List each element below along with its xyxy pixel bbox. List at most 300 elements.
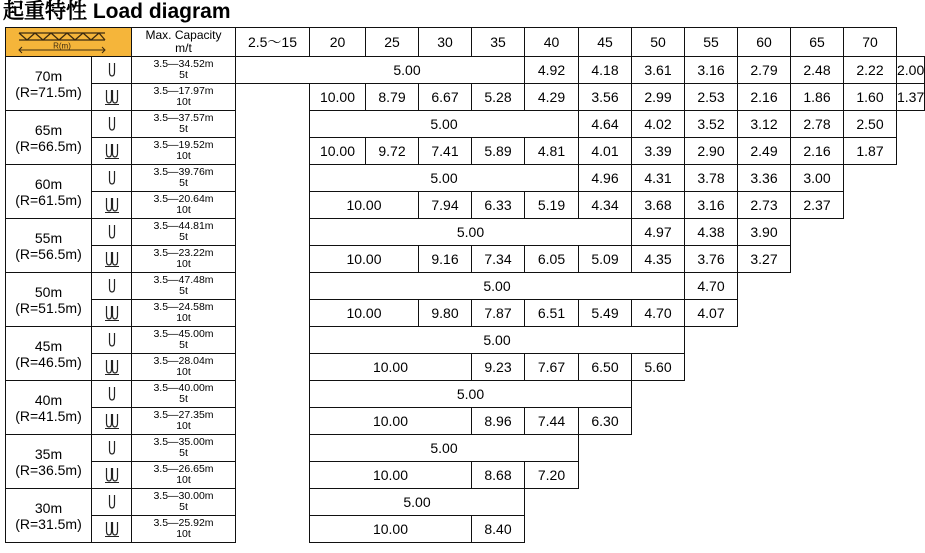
load-cell xyxy=(790,191,844,219)
load-value: 3.61 xyxy=(644,62,672,78)
load-cell xyxy=(309,488,525,516)
capacity-range-cell xyxy=(131,272,236,300)
max-load: 10t xyxy=(176,366,191,378)
load-cell xyxy=(524,461,579,489)
single-hook-cell xyxy=(91,164,132,192)
jib-length-cell xyxy=(5,110,92,165)
jib-reach: (R=61.5m) xyxy=(15,191,82,208)
logo-radius-label: R(m) xyxy=(52,41,71,51)
load-value: 7.87 xyxy=(484,305,512,321)
load-value: 3.76 xyxy=(697,251,725,267)
load-cell xyxy=(471,299,525,327)
load-cell xyxy=(737,245,791,273)
load-cell xyxy=(309,272,685,300)
load-value: 4.02 xyxy=(644,116,672,132)
load-value: 2.50 xyxy=(856,116,884,132)
load-cell xyxy=(631,191,685,219)
load-cell xyxy=(631,56,685,84)
load-value: 7.41 xyxy=(431,143,459,159)
load-cell xyxy=(418,245,472,273)
capacity-range-cell xyxy=(131,299,236,327)
max-load: 5t xyxy=(179,177,188,189)
double-hook-icon xyxy=(102,304,122,322)
capacity-range-cell xyxy=(131,380,236,408)
radius-value: 35 xyxy=(490,34,506,50)
load-value: 9.16 xyxy=(431,251,459,267)
load-cell xyxy=(631,218,685,246)
jib-length-cell xyxy=(5,326,92,381)
jib-reach: (R=41.5m) xyxy=(15,407,82,424)
load-cell xyxy=(309,218,632,246)
capacity-range: 3.5—35.00m xyxy=(153,436,214,448)
jib-length: 35m xyxy=(34,445,63,462)
double-hook-icon xyxy=(102,88,122,106)
load-value: 5.89 xyxy=(484,143,512,159)
load-cell xyxy=(631,83,685,111)
single-hook-icon xyxy=(102,439,122,457)
load-cell xyxy=(578,191,632,219)
jib-length: 50m xyxy=(34,283,63,300)
load-cell xyxy=(309,515,472,543)
double-hook-cell xyxy=(91,191,132,219)
capacity-range: 3.5—39.76m xyxy=(153,166,214,178)
radius-header xyxy=(524,27,579,57)
double-hook-cell xyxy=(91,353,132,381)
load-cell xyxy=(578,164,632,192)
load-cell xyxy=(684,299,738,327)
load-cell xyxy=(578,245,632,273)
load-cell xyxy=(309,137,366,165)
load-value: 6.30 xyxy=(591,413,619,429)
load-value: 10.00 xyxy=(346,197,382,213)
load-value: 5.00 xyxy=(430,170,458,186)
double-hook-icon xyxy=(102,520,122,538)
load-value: 3.16 xyxy=(697,62,725,78)
capacity-range-cell xyxy=(131,110,236,138)
capacity-range-cell xyxy=(131,191,236,219)
radius-header xyxy=(737,27,791,57)
load-value: 5.19 xyxy=(537,197,566,213)
load-value: 5.00 xyxy=(393,62,421,78)
capacity-range-cell xyxy=(131,515,236,543)
load-value: 10.00 xyxy=(372,467,409,483)
load-cell xyxy=(418,299,472,327)
load-value: 4.70 xyxy=(644,305,672,321)
load-value: 5.00 xyxy=(430,116,458,132)
load-cell xyxy=(631,110,685,138)
load-cell xyxy=(631,299,685,327)
jib-reach: (R=56.5m) xyxy=(15,245,82,262)
jib-length-cell xyxy=(5,218,92,273)
load-cell xyxy=(309,407,472,435)
capacity-range: 3.5—45.00m xyxy=(153,328,214,340)
load-cell xyxy=(631,245,685,273)
crane-logo xyxy=(5,27,132,57)
load-value: 1.86 xyxy=(803,89,831,105)
jib-reach: (R=66.5m) xyxy=(15,137,82,154)
load-value: 5.00 xyxy=(483,332,511,348)
capacity-range: 3.5—30.00m xyxy=(153,490,214,502)
double-hook-icon xyxy=(102,466,122,484)
load-value: 3.39 xyxy=(644,143,672,159)
load-value: 4.64 xyxy=(591,116,619,132)
jib-length: 45m xyxy=(34,337,63,354)
load-cell xyxy=(684,56,738,84)
capacity-range: 3.5—37.57m xyxy=(153,112,214,124)
jib-length-cell xyxy=(5,164,92,219)
radius-header xyxy=(578,27,632,57)
capacity-range-cell xyxy=(131,461,236,489)
load-value: 5.00 xyxy=(430,440,458,456)
load-cell xyxy=(309,326,685,354)
max-load: 5t xyxy=(179,285,188,297)
load-cell xyxy=(309,353,472,381)
load-value: 1.37 xyxy=(897,89,925,105)
load-value: 7.94 xyxy=(431,197,459,213)
load-value: 8.40 xyxy=(484,521,512,537)
load-value: 2.16 xyxy=(750,89,778,105)
load-value: 5.28 xyxy=(484,89,512,105)
capacity-range-cell xyxy=(131,56,236,84)
load-cell xyxy=(309,83,366,111)
load-value: 4.07 xyxy=(697,305,725,321)
load-cell xyxy=(524,245,579,273)
load-cell xyxy=(737,191,791,219)
load-cell xyxy=(737,110,791,138)
capacity-range: 3.5—23.22m xyxy=(153,247,214,259)
load-value: 2.37 xyxy=(803,197,831,213)
capacity-range-cell xyxy=(131,137,236,165)
max-load: 10t xyxy=(176,528,191,540)
max-load: 5t xyxy=(179,69,188,81)
load-value: 4.96 xyxy=(591,170,619,186)
load-value: 8.96 xyxy=(484,413,512,429)
load-value: 5.00 xyxy=(403,494,431,510)
load-value: 9.23 xyxy=(484,359,512,375)
load-value: 5.00 xyxy=(456,386,485,402)
jib-length: 40m xyxy=(34,391,63,408)
load-cell xyxy=(578,56,632,84)
load-cell xyxy=(578,299,632,327)
load-cell xyxy=(309,110,579,138)
load-cell xyxy=(790,56,844,84)
jib-reach: (R=31.5m) xyxy=(15,515,82,532)
capacity-range: 3.5—19.52m xyxy=(153,139,214,151)
load-value: 2.90 xyxy=(697,143,725,159)
load-value: 4.70 xyxy=(697,278,725,294)
load-cell xyxy=(524,83,579,111)
capacity-range: 3.5—26.65m xyxy=(153,463,214,475)
capacity-range-cell xyxy=(131,164,236,192)
radius-value: 25 xyxy=(384,34,400,50)
load-value: 10.00 xyxy=(372,359,409,375)
load-cell xyxy=(684,164,738,192)
max-load: 10t xyxy=(176,96,191,108)
capacity-range: 3.5—27.35m xyxy=(153,409,214,421)
double-hook-cell xyxy=(91,461,132,489)
load-cell xyxy=(684,272,738,300)
load-cell xyxy=(684,218,738,246)
load-cell xyxy=(843,137,897,165)
jib-length-cell xyxy=(5,56,92,111)
load-cell xyxy=(471,461,525,489)
load-cell xyxy=(418,137,472,165)
load-cell xyxy=(365,83,419,111)
load-cell xyxy=(471,245,525,273)
double-hook-cell xyxy=(91,515,132,543)
load-cell xyxy=(365,137,419,165)
load-cell xyxy=(684,110,738,138)
load-value: 10.00 xyxy=(319,143,356,159)
load-cell xyxy=(524,299,579,327)
capacity-range: 3.5—40.00m xyxy=(153,382,214,394)
radius-header xyxy=(309,27,366,57)
load-cell xyxy=(578,83,632,111)
load-value: 2.99 xyxy=(644,89,672,105)
load-value: 4.35 xyxy=(644,251,672,267)
load-value: 4.97 xyxy=(644,224,672,240)
double-hook-cell xyxy=(91,299,132,327)
capacity-range: 3.5—28.04m xyxy=(153,355,214,367)
single-hook-cell xyxy=(91,380,132,408)
load-value: 6.67 xyxy=(431,89,459,105)
load-cell xyxy=(631,353,685,381)
single-hook-cell xyxy=(91,272,132,300)
max-load: 10t xyxy=(176,474,191,486)
capacity-header-line: m/t xyxy=(175,41,192,55)
load-cell xyxy=(737,83,791,111)
load-value: 10.00 xyxy=(346,305,382,321)
load-cell xyxy=(309,245,419,273)
load-value: 2.79 xyxy=(750,62,778,78)
load-value: 4.92 xyxy=(537,62,566,78)
double-hook-icon xyxy=(102,412,122,430)
jib-reach: (R=36.5m) xyxy=(15,461,82,478)
capacity-range-cell xyxy=(131,434,236,462)
radius-header xyxy=(471,27,525,57)
single-hook-icon xyxy=(102,331,122,349)
radius-header xyxy=(843,27,897,57)
jib-length: 65m xyxy=(34,121,63,138)
load-cell xyxy=(631,164,685,192)
load-value: 7.67 xyxy=(537,359,566,375)
load-value: 3.12 xyxy=(750,116,778,132)
jib-reach: (R=46.5m) xyxy=(15,353,82,370)
load-value: 8.68 xyxy=(484,467,512,483)
double-hook-cell xyxy=(91,245,132,273)
double-hook-cell xyxy=(91,407,132,435)
max-load: 10t xyxy=(176,204,191,216)
load-value: 10.00 xyxy=(372,413,409,429)
load-value: 7.20 xyxy=(537,467,566,483)
radius-value: 2.5～15 xyxy=(247,34,298,50)
load-value: 3.68 xyxy=(644,197,672,213)
capacity-range: 3.5—20.64m xyxy=(153,193,214,205)
load-cell xyxy=(790,164,844,192)
load-value: 6.50 xyxy=(591,359,619,375)
load-cell xyxy=(578,137,632,165)
capacity-range-cell xyxy=(131,245,236,273)
double-hook-icon xyxy=(102,196,122,214)
capacity-range-cell xyxy=(131,407,236,435)
load-value: 3.27 xyxy=(750,251,778,267)
max-load: 5t xyxy=(179,393,188,405)
max-load: 10t xyxy=(176,312,191,324)
max-load: 10t xyxy=(176,150,191,162)
load-cell xyxy=(524,353,579,381)
jib-length: 70m xyxy=(34,67,63,84)
load-cell xyxy=(524,56,579,84)
load-value: 5.09 xyxy=(591,251,619,267)
load-value: 7.44 xyxy=(537,413,566,429)
load-cell xyxy=(790,83,844,111)
load-value: 10.00 xyxy=(319,89,356,105)
load-cell xyxy=(578,407,632,435)
load-cell xyxy=(578,353,632,381)
load-value: 3.78 xyxy=(697,170,725,186)
load-cell xyxy=(471,191,525,219)
load-cell xyxy=(471,83,525,111)
load-cell xyxy=(631,137,685,165)
load-cell xyxy=(524,407,579,435)
load-value: 4.29 xyxy=(537,89,566,105)
max-load: 5t xyxy=(179,123,188,135)
load-cell xyxy=(578,110,632,138)
single-hook-icon xyxy=(102,61,122,79)
load-cell xyxy=(309,164,579,192)
jib-length: 60m xyxy=(34,175,63,192)
single-hook-icon xyxy=(102,115,122,133)
double-hook-icon xyxy=(102,250,122,268)
radius-value: 60 xyxy=(756,34,772,50)
load-value: 5.60 xyxy=(644,359,672,375)
jib-length-cell xyxy=(5,488,92,543)
load-value: 4.81 xyxy=(537,143,566,159)
load-value: 7.34 xyxy=(484,251,512,267)
load-cell xyxy=(684,245,738,273)
load-cell xyxy=(790,110,844,138)
load-cell xyxy=(309,299,419,327)
radius-value: 70 xyxy=(862,34,878,50)
jib-length-cell xyxy=(5,380,92,435)
load-value: 5.00 xyxy=(483,278,511,294)
load-value: 5.49 xyxy=(591,305,619,321)
load-value: 2.48 xyxy=(803,62,831,78)
capacity-range-cell xyxy=(131,326,236,354)
load-value: 2.73 xyxy=(750,197,778,213)
single-hook-cell xyxy=(91,56,132,84)
load-value: 2.00 xyxy=(897,62,925,78)
load-value: 6.51 xyxy=(537,305,566,321)
page-title: 起重特性 Load diagram xyxy=(3,0,231,23)
max-load: 10t xyxy=(176,258,191,270)
radius-value: 65 xyxy=(809,34,825,50)
load-cell xyxy=(471,353,525,381)
load-value: 4.01 xyxy=(591,143,619,159)
load-value: 9.80 xyxy=(431,305,459,321)
load-cell xyxy=(471,407,525,435)
jib-reach: (R=51.5m) xyxy=(15,299,82,316)
load-value: 8.79 xyxy=(378,89,406,105)
single-hook-icon xyxy=(102,385,122,403)
load-value: 1.87 xyxy=(856,143,884,159)
load-cell xyxy=(843,110,897,138)
load-value: 3.16 xyxy=(697,197,725,213)
single-hook-cell xyxy=(91,326,132,354)
double-hook-icon xyxy=(102,358,122,376)
load-value: 10.00 xyxy=(346,251,382,267)
radius-value: 50 xyxy=(650,34,666,50)
radius-header xyxy=(418,27,472,57)
load-cell xyxy=(684,191,738,219)
radius-value: 20 xyxy=(329,34,346,50)
load-value: 3.90 xyxy=(750,224,778,240)
capacity-range: 3.5—47.48m xyxy=(153,274,214,286)
load-value: 3.52 xyxy=(697,116,725,132)
load-value: 4.31 xyxy=(644,170,672,186)
load-value: 5.00 xyxy=(456,224,485,240)
capacity-range: 3.5—17.97m xyxy=(153,85,214,97)
load-cell xyxy=(309,434,579,462)
capacity-range-cell xyxy=(131,488,236,516)
load-value: 2.49 xyxy=(750,143,778,159)
load-cell xyxy=(896,83,925,111)
load-value: 2.53 xyxy=(697,89,725,105)
radius-value: 40 xyxy=(543,34,560,50)
radius-header xyxy=(235,27,310,57)
capacity-range: 3.5—34.52m xyxy=(153,58,214,70)
load-cell xyxy=(418,83,472,111)
load-value: 4.38 xyxy=(697,224,725,240)
jib-length: 55m xyxy=(34,229,63,246)
load-cell xyxy=(524,137,579,165)
load-cell xyxy=(737,164,791,192)
load-value: 4.34 xyxy=(591,197,619,213)
capacity-range-cell xyxy=(131,218,236,246)
single-hook-cell xyxy=(91,110,132,138)
max-load: 10t xyxy=(176,420,191,432)
single-hook-cell xyxy=(91,488,132,516)
capacity-header-line: Max. Capacity xyxy=(145,28,222,42)
capacity-range-cell xyxy=(131,83,236,111)
load-value: 6.05 xyxy=(537,251,566,267)
load-cell xyxy=(471,137,525,165)
max-load: 5t xyxy=(179,447,188,459)
single-hook-icon xyxy=(102,493,122,511)
max-load: 5t xyxy=(179,231,188,243)
load-value: 1.60 xyxy=(856,89,884,105)
load-cell xyxy=(843,83,897,111)
max-load: 5t xyxy=(179,501,188,513)
single-hook-cell xyxy=(91,434,132,462)
single-hook-icon xyxy=(102,277,122,295)
load-cell xyxy=(309,461,472,489)
double-hook-cell xyxy=(91,83,132,111)
load-value: 6.33 xyxy=(484,197,512,213)
load-value: 3.36 xyxy=(750,170,778,186)
capacity-header xyxy=(131,27,236,57)
radius-value: 30 xyxy=(437,34,453,50)
capacity-range: 3.5—24.58m xyxy=(153,301,214,313)
load-value: 3.00 xyxy=(803,170,831,186)
load-cell xyxy=(684,137,738,165)
jib-length: 30m xyxy=(34,499,63,516)
jib-length-cell xyxy=(5,434,92,489)
double-hook-icon xyxy=(102,142,122,160)
load-cell xyxy=(309,191,419,219)
single-hook-icon xyxy=(102,223,122,241)
max-load: 5t xyxy=(179,339,188,351)
